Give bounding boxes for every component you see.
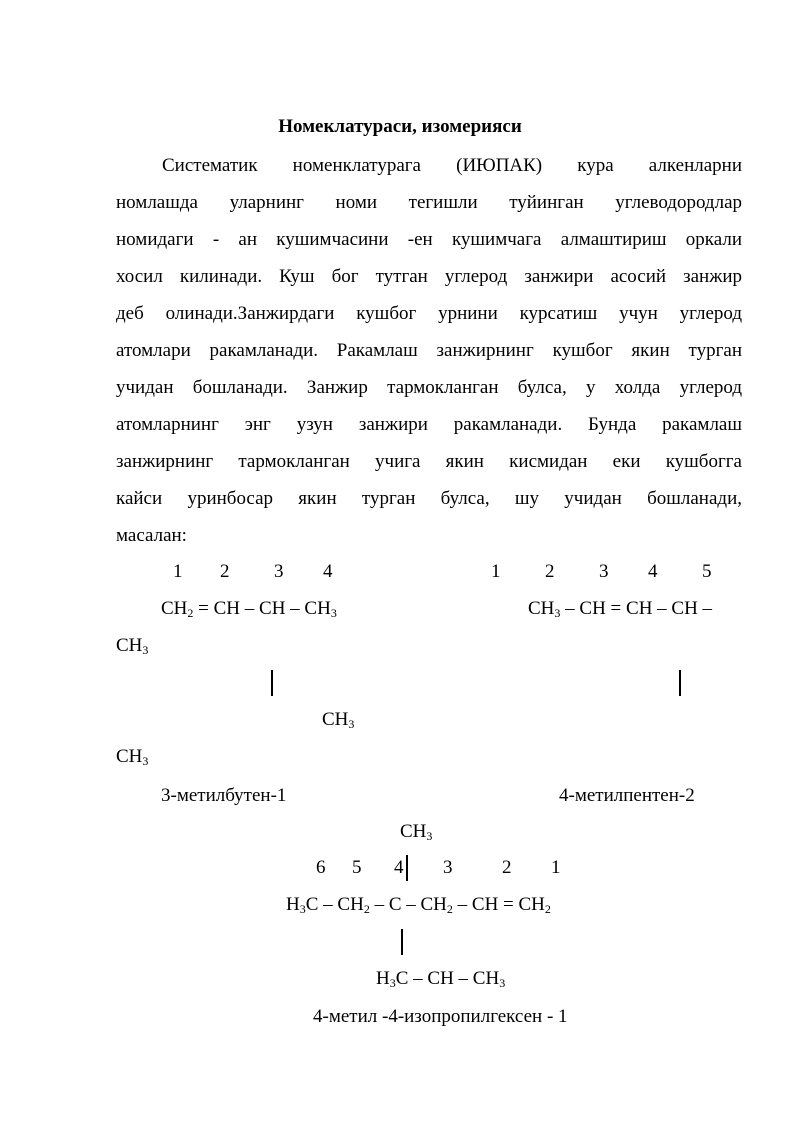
bond-line: [271, 670, 273, 696]
bond-line: [406, 855, 408, 881]
paragraph-line: деб олинади.Занжирдаги кушбог урнини курсатиш учун углерод: [116, 303, 742, 324]
carbon-number: 3: [274, 561, 284, 582]
carbon-number: 5: [702, 561, 712, 582]
isopropyl-group: $H_3C$ – CH – $CH_3$: [376, 968, 506, 990]
paragraph-line: Систематик номенклатурага (ИЮПАК) кура алкенларни: [162, 155, 742, 176]
branch-group: $CH_3$: [322, 709, 355, 731]
paragraph-line: кайси уринбосар якин турган булса, шу учидан бошланади,: [116, 488, 742, 509]
carbon-number: 1: [491, 561, 501, 582]
carbon-number: 5: [352, 857, 362, 878]
paragraph-line: атомларнинг энг узун занжири ракамланади. Бунда ракамлаш: [116, 414, 742, 435]
section-title: Номеклатураси, изомерияси: [278, 116, 522, 137]
compound-name: 4-метил -4-изопропилгексен - 1: [313, 1006, 568, 1027]
paragraph-line: номлашда уларнинг номи тегишли туйинган углеводородлар: [116, 192, 742, 213]
main-chain: $H_3C - CH_2$ – C – $CH_2$ – CH = $CH_2$: [286, 894, 551, 916]
paragraph-line: занжирнинг тармокланган учига якин кисмидан еки кушбогга: [116, 451, 742, 472]
main-chain: $CH_2$ = CH – CH – $CH_3$: [161, 598, 337, 620]
paragraph-line: атомлари ракамланади. Ракамлаш занжирнинг кушбог якин турган: [116, 340, 742, 361]
body-paragraph: [116, 147, 742, 554]
carbon-number: 2: [220, 561, 230, 582]
carbon-number: 2: [502, 857, 512, 878]
carbon-number: 1: [173, 561, 183, 582]
paragraph-line: масалан:: [116, 525, 187, 546]
bond-line: [401, 929, 403, 955]
compound-name: 3-метилбутен-1: [161, 785, 287, 806]
carbon-number: 6: [316, 857, 326, 878]
carbon-number: 3: [599, 561, 609, 582]
chain-end-group: $CH_3$: [116, 635, 149, 657]
carbon-number: 4: [323, 561, 333, 582]
carbon-number: 4: [394, 857, 404, 878]
paragraph-line: учидан бошланади. Занжир тармокланган булса, у холда углерод: [116, 377, 742, 398]
top-substituent: $CH_3$: [400, 821, 433, 843]
main-chain: $CH_3$ – CH = CH – CH –: [528, 598, 713, 620]
bond-line: [679, 670, 681, 696]
carbon-number: 2: [545, 561, 555, 582]
carbon-number: 1: [551, 857, 561, 878]
carbon-number: 3: [443, 857, 453, 878]
paragraph-line: номидаги - ан кушимчасини -ен кушимчага алмаштириш оркали: [116, 229, 742, 250]
compound-name: 4-метилпентен-2: [559, 785, 695, 806]
carbon-number: 4: [648, 561, 658, 582]
branch-group: $CH_3$: [116, 746, 149, 768]
paragraph-line: хосил килинади. Куш бог тутган углерод занжири асосий занжир: [116, 266, 742, 287]
